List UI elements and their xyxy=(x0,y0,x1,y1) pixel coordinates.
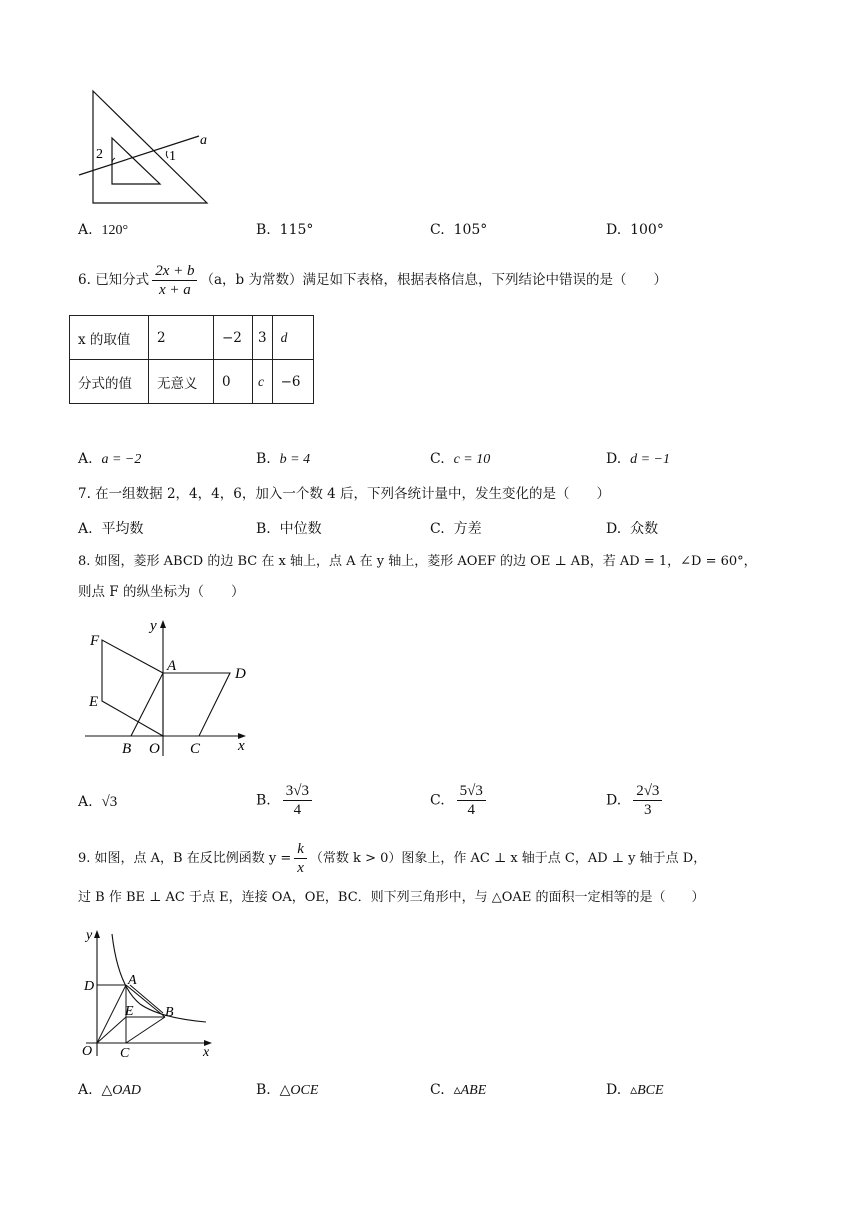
label-A: A xyxy=(167,658,177,674)
label-C: C xyxy=(120,1046,130,1060)
q8-option-a[interactable] xyxy=(78,794,117,811)
y-axis-arrow xyxy=(94,930,100,938)
q6-option-c[interactable] xyxy=(430,451,490,468)
option-letter: B. xyxy=(256,521,271,537)
label-F: F xyxy=(90,633,100,649)
table-cell: d xyxy=(272,316,313,360)
option-text: 100° xyxy=(630,222,664,238)
label-y: y xyxy=(86,928,93,943)
option-letter: D. xyxy=(606,792,622,809)
option-letter: D. xyxy=(606,521,622,537)
q9-stem-line1 xyxy=(78,840,706,877)
table-cell: 无意义 xyxy=(149,360,214,404)
q5-option-c[interactable] xyxy=(430,222,487,238)
q9-figure xyxy=(78,924,218,1060)
option-letter: B. xyxy=(256,792,271,809)
q8-figure xyxy=(80,614,255,760)
option-text: 众数 xyxy=(630,521,659,537)
rhombus-aoef xyxy=(102,640,163,736)
fraction-denominator: 4 xyxy=(467,802,476,818)
q8-stem-line1: 8. 如图，菱形 ABCD 的边 BC 在 x 轴上，点 A 在 y 轴上，菱形 AOEF 的边 OE ⊥ AB，若 AD = 1，∠D = 60°， xyxy=(78,554,757,569)
fraction-numerator: 3√3 xyxy=(283,782,312,801)
stem-text: 9. 如图，点 A，B 在反比例函数 y = xyxy=(78,851,292,866)
option-letter: B. xyxy=(256,222,271,238)
table-cell: 3 xyxy=(253,316,273,360)
stem-text: （a，b 为常数）满足如下表格，根据表格信息，下列结论中错误的是（ ） xyxy=(200,272,667,288)
label-O: O xyxy=(82,1044,93,1059)
q9-option-a[interactable] xyxy=(78,1082,141,1099)
label-x: x xyxy=(238,738,245,754)
q7-option-b[interactable] xyxy=(256,518,322,538)
q9-option-d[interactable] xyxy=(606,1082,664,1099)
q9-stem-line2: 过 B 作 BE ⊥ AC 于点 E，连接 OA，OE，BC．则下列三角形中，与 △OAE 的面积一定相等的是（ ） xyxy=(78,890,705,905)
option-letter: A. xyxy=(78,222,93,238)
angle-1-arc xyxy=(166,151,168,158)
segment-oe xyxy=(97,1017,126,1043)
table-cell: x 的取值 xyxy=(70,316,149,360)
option-letter: C. xyxy=(430,521,445,537)
q5-figure xyxy=(74,86,224,210)
q8-stem-line2: 则点 F 的纵坐标为（ ） xyxy=(78,584,245,600)
q6-option-b[interactable] xyxy=(256,451,310,468)
option-text: b = 4 xyxy=(279,452,311,467)
table-row xyxy=(70,316,314,360)
option-letter: A. xyxy=(78,451,93,467)
table-cell: 0 xyxy=(214,360,253,404)
q5-option-a[interactable] xyxy=(78,222,128,239)
fraction-numerator: 2x + b xyxy=(152,262,197,281)
segment-bc xyxy=(126,1017,165,1043)
option-letter: A. xyxy=(78,1082,93,1098)
fraction-denominator: x xyxy=(297,860,304,876)
option-text: △OAD xyxy=(101,1083,142,1098)
option-text: 115° xyxy=(279,222,314,238)
fraction-denominator: 3 xyxy=(644,802,652,818)
option-letter: D. xyxy=(606,222,622,238)
label-1: 1 xyxy=(169,149,176,164)
label-B: B xyxy=(165,1005,174,1020)
segment-oa xyxy=(97,985,126,1043)
fraction xyxy=(294,840,307,877)
q7-stem: 7. 在一组数据 2，4，4，6，加入一个数 4 后，下列各统计量中，发生变化的是（ ） xyxy=(78,486,610,502)
q7-option-c[interactable] xyxy=(430,518,482,538)
q6-table xyxy=(69,315,314,404)
fraction xyxy=(283,782,312,819)
fraction xyxy=(457,782,486,819)
q6-stem xyxy=(78,262,667,299)
option-text: 方差 xyxy=(453,521,482,537)
option-letter: D. xyxy=(606,451,622,467)
option-text: a = −2 xyxy=(101,452,142,467)
label-E: E xyxy=(125,1004,134,1019)
fraction-numerator: k xyxy=(294,840,307,859)
option-letter: C. xyxy=(430,451,445,467)
table-cell: 分式的值 xyxy=(70,360,149,404)
q8-option-b[interactable] xyxy=(256,782,315,819)
label-x: x xyxy=(203,1045,210,1060)
q8-option-c[interactable] xyxy=(430,782,489,819)
option-text: ▵BCE xyxy=(630,1083,664,1098)
fraction xyxy=(633,782,662,819)
option-letter: A. xyxy=(78,794,93,810)
table-cell: −2 xyxy=(214,316,253,360)
option-letter: C. xyxy=(430,792,445,809)
fraction-numerator: 2√3 xyxy=(633,782,662,801)
q7-option-d[interactable] xyxy=(606,518,658,538)
option-text: 平均数 xyxy=(101,521,144,537)
option-text: c = 10 xyxy=(453,452,491,467)
fraction-denominator: x + a xyxy=(158,282,191,298)
table-row xyxy=(70,360,314,404)
label-y: y xyxy=(150,618,157,634)
label-B: B xyxy=(122,741,132,757)
option-letter: B. xyxy=(256,451,271,467)
small-triangle xyxy=(112,138,160,184)
q9-option-c[interactable] xyxy=(430,1082,486,1099)
y-axis-arrow xyxy=(160,620,166,628)
option-text: ▵ABE xyxy=(453,1083,487,1098)
option-text: d = −1 xyxy=(630,452,670,467)
option-letter: B. xyxy=(256,1082,271,1098)
table-cell: −6 xyxy=(272,360,313,404)
label-A: A xyxy=(128,973,137,988)
option-text: 105° xyxy=(453,222,488,238)
option-value: √3 xyxy=(101,794,118,810)
q5-option-b[interactable] xyxy=(256,222,313,238)
option-letter: C. xyxy=(430,222,445,238)
label-a: a xyxy=(200,133,207,148)
large-triangle xyxy=(93,91,207,203)
q6-option-d[interactable] xyxy=(606,451,670,468)
table-cell: 2 xyxy=(149,316,214,360)
question-number: 6. xyxy=(78,272,91,288)
label-2: 2 xyxy=(96,147,103,162)
option-text: 120° xyxy=(101,223,129,238)
fraction xyxy=(152,262,197,299)
option-letter: A. xyxy=(78,521,93,537)
q5-option-d[interactable] xyxy=(606,222,664,238)
label-C: C xyxy=(190,741,201,757)
q9-option-b[interactable] xyxy=(256,1082,318,1099)
option-text: 中位数 xyxy=(279,521,322,537)
label-D: D xyxy=(235,666,246,682)
label-E: E xyxy=(89,694,99,710)
label-O: O xyxy=(149,741,160,757)
option-text: △OCE xyxy=(279,1083,319,1098)
fraction-numerator: 5√3 xyxy=(457,782,486,801)
option-letter: C. xyxy=(430,1082,445,1098)
q7-option-a[interactable] xyxy=(78,518,143,538)
q8-option-d[interactable] xyxy=(606,782,665,819)
label-D: D xyxy=(84,979,95,994)
q6-option-a[interactable] xyxy=(78,451,141,468)
fraction-denominator: 4 xyxy=(293,802,302,818)
stem-text: （常数 k > 0）图象上，作 AC ⊥ x 轴于点 C，AD ⊥ y 轴于点 D， xyxy=(309,851,707,866)
table-cell: c xyxy=(253,360,273,404)
option-letter: D. xyxy=(606,1082,622,1098)
stem-text: 已知分式 xyxy=(95,272,150,288)
